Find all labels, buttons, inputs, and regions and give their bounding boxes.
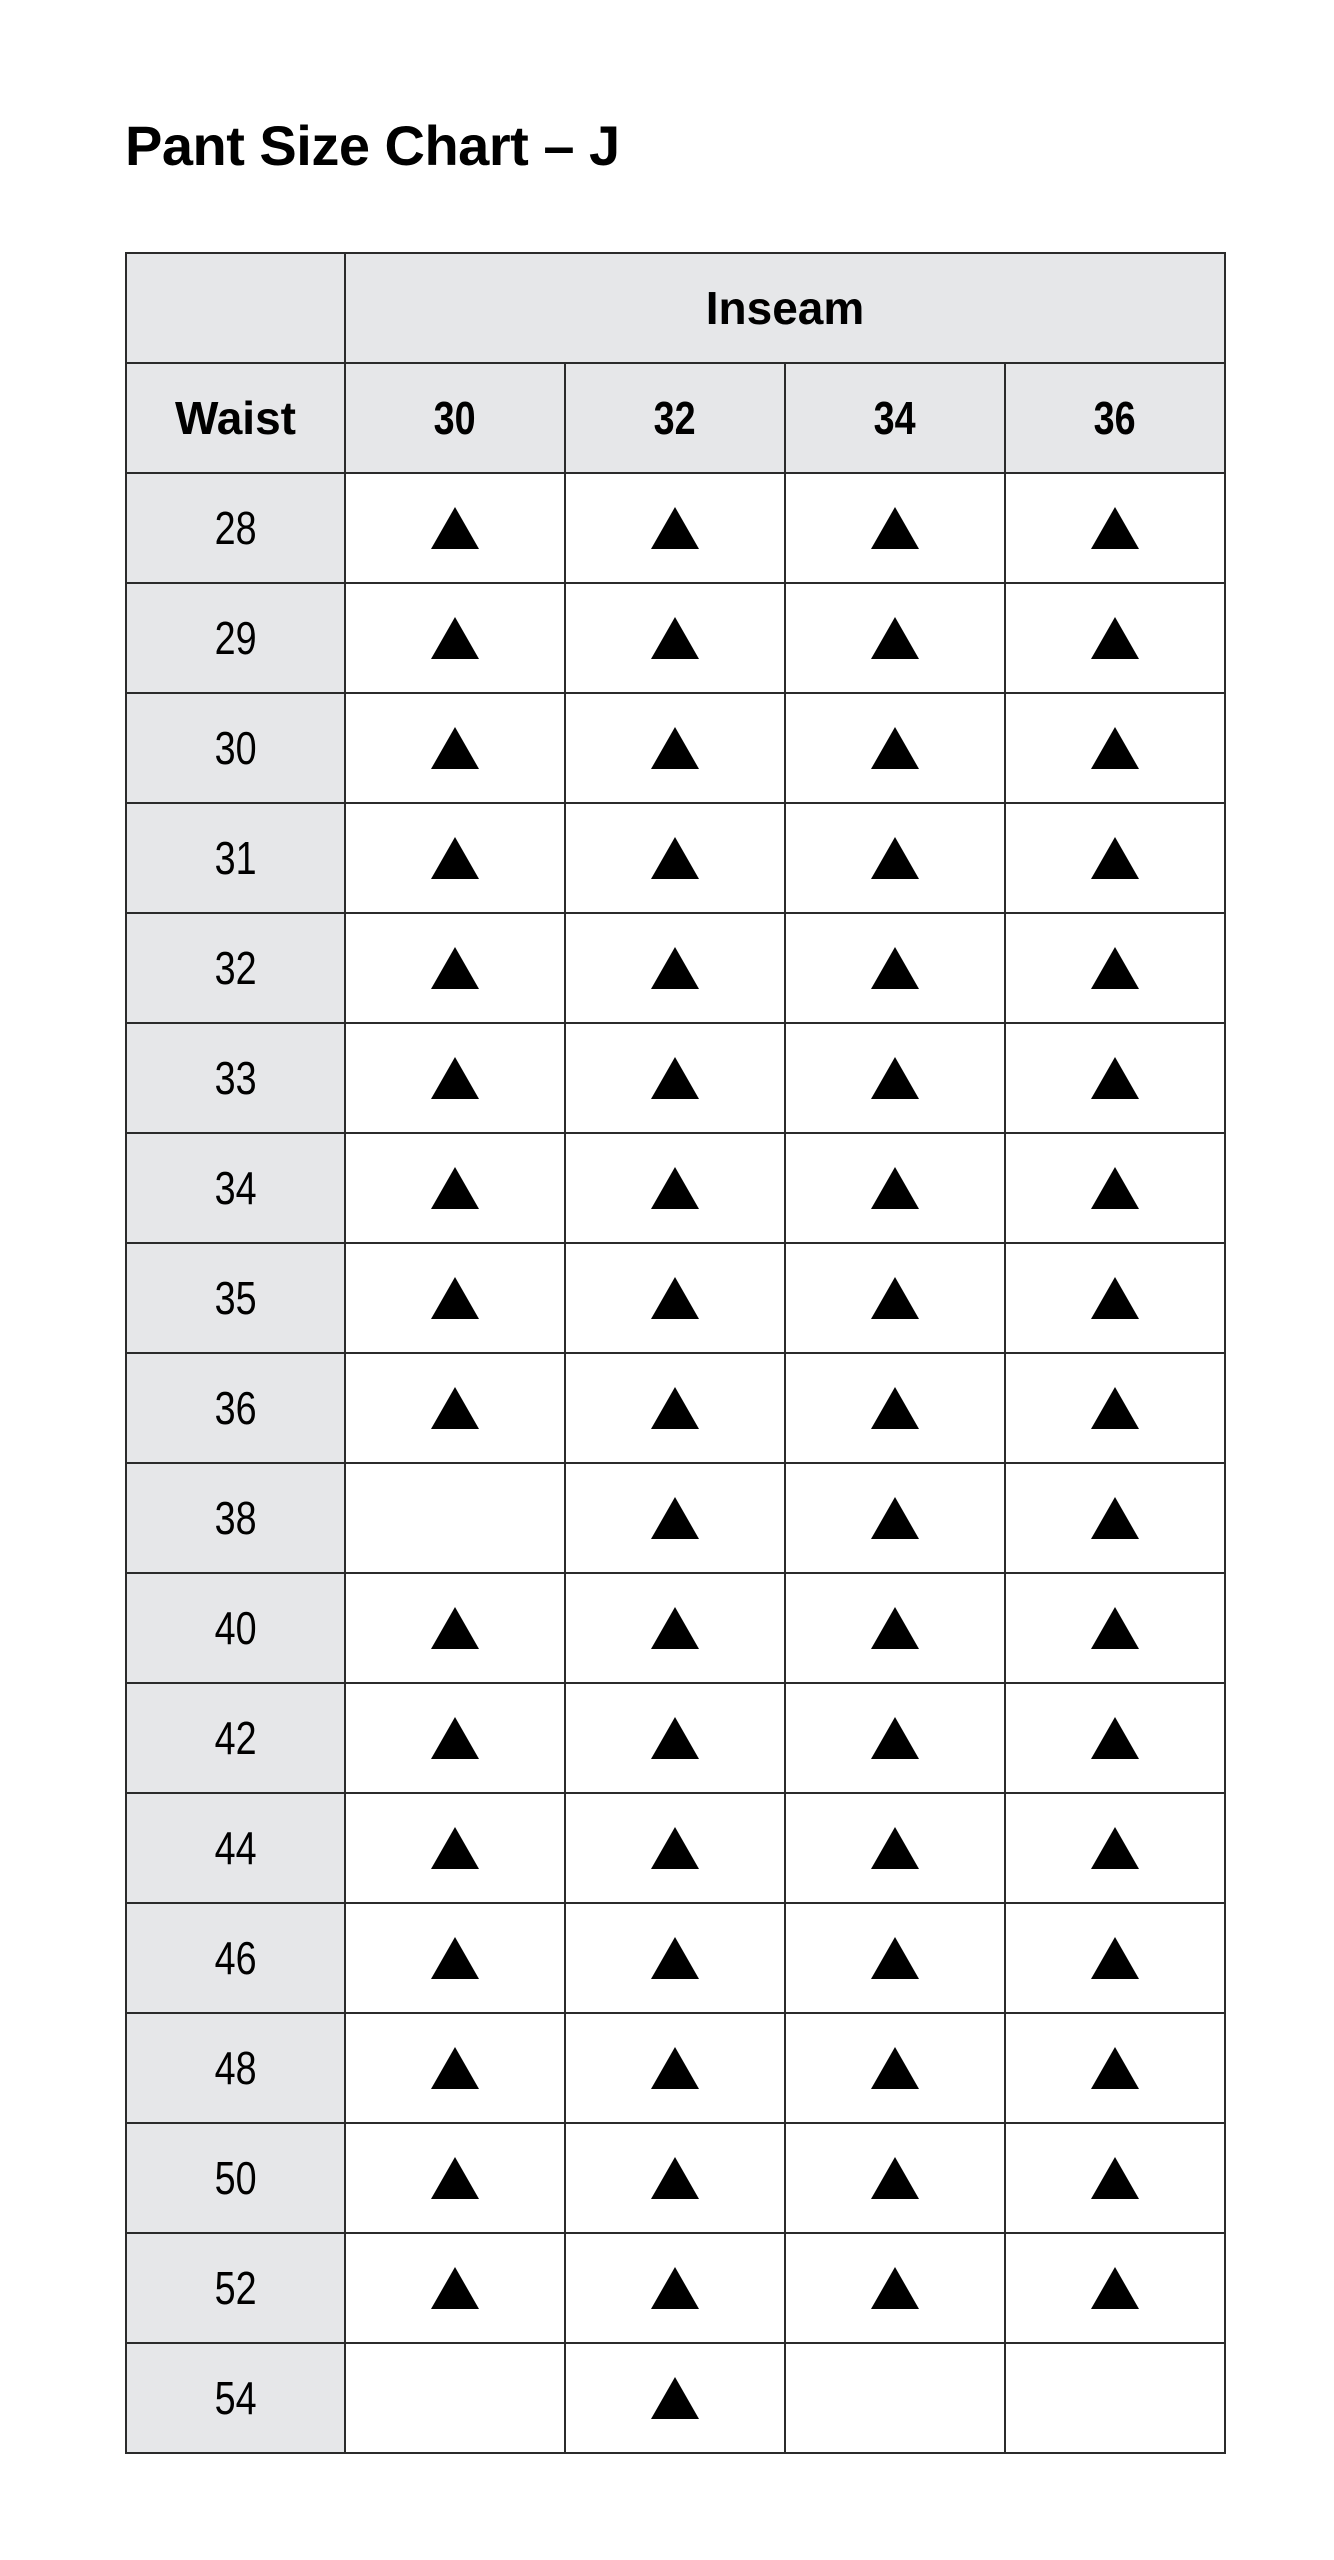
triangle-icon <box>651 507 699 549</box>
waist-value: 40 <box>214 1602 257 1654</box>
table-row <box>126 1243 1225 1353</box>
waist-cell <box>126 1353 345 1463</box>
triangle-icon <box>431 1057 479 1099</box>
availability-cell <box>1005 473 1225 583</box>
availability-cell <box>565 583 785 693</box>
triangle-icon <box>431 1277 479 1319</box>
triangle-icon <box>871 1497 919 1539</box>
table-row <box>126 1903 1225 2013</box>
triangle-icon <box>431 1717 479 1759</box>
availability-cell <box>785 1573 1005 1683</box>
triangle-icon <box>651 1827 699 1869</box>
triangle-icon <box>651 837 699 879</box>
waist-cell <box>126 1683 345 1793</box>
availability-cell <box>1005 1903 1225 2013</box>
triangle-icon <box>1091 1277 1139 1319</box>
availability-cell <box>785 1243 1005 1353</box>
triangle-icon <box>431 617 479 659</box>
availability-cell <box>345 693 565 803</box>
availability-cell <box>785 1023 1005 1133</box>
triangle-icon <box>651 1277 699 1319</box>
triangle-icon <box>431 507 479 549</box>
table-row <box>126 1353 1225 1463</box>
triangle-icon <box>431 1937 479 1979</box>
availability-cell <box>785 913 1005 1023</box>
triangle-icon <box>871 617 919 659</box>
triangle-icon <box>871 1827 919 1869</box>
availability-cell <box>785 1903 1005 2013</box>
waist-cell <box>126 1903 345 2013</box>
inseam-column-header <box>785 363 1005 473</box>
waist-cell <box>126 2233 345 2343</box>
waist-cell <box>126 2123 345 2233</box>
table-row <box>126 913 1225 1023</box>
waist-cell <box>126 693 345 803</box>
triangle-icon <box>651 617 699 659</box>
triangle-icon <box>871 727 919 769</box>
triangle-icon <box>1091 1057 1139 1099</box>
waist-value: 50 <box>214 2152 257 2204</box>
inseam-column-header <box>345 363 565 473</box>
availability-cell <box>1005 1573 1225 1683</box>
triangle-icon <box>651 1387 699 1429</box>
availability-cell <box>565 1133 785 1243</box>
availability-cell <box>1005 1133 1225 1243</box>
size-chart-table <box>125 252 1226 2454</box>
availability-cell <box>1005 1463 1225 1573</box>
triangle-icon <box>431 1607 479 1649</box>
table-row <box>126 473 1225 583</box>
availability-cell <box>1005 913 1225 1023</box>
availability-cell <box>345 1353 565 1463</box>
triangle-icon <box>1091 1937 1139 1979</box>
triangle-icon <box>431 1167 479 1209</box>
triangle-icon <box>1091 617 1139 659</box>
triangle-icon <box>1091 1607 1139 1649</box>
table-row <box>126 1793 1225 1903</box>
availability-cell <box>345 2233 565 2343</box>
availability-cell <box>1005 583 1225 693</box>
availability-cell <box>565 1793 785 1903</box>
availability-cell <box>1005 2013 1225 2123</box>
availability-cell <box>345 1793 565 1903</box>
availability-cell <box>345 2013 565 2123</box>
waist-cell <box>126 1573 345 1683</box>
availability-cell <box>565 2233 785 2343</box>
availability-cell <box>1005 803 1225 913</box>
availability-cell <box>345 1463 565 1573</box>
inseam-header: Inseam <box>345 253 1225 363</box>
availability-cell <box>1005 2233 1225 2343</box>
triangle-icon <box>431 1827 479 1869</box>
triangle-icon <box>651 2267 699 2309</box>
table-row <box>126 1023 1225 1133</box>
availability-cell <box>345 1903 565 2013</box>
waist-value: 42 <box>214 1712 257 1764</box>
triangle-icon <box>871 1937 919 1979</box>
waist-value: 54 <box>214 2372 257 2424</box>
triangle-icon <box>871 507 919 549</box>
triangle-icon <box>871 837 919 879</box>
waist-value: 44 <box>214 1822 257 1874</box>
triangle-icon <box>431 2157 479 2199</box>
triangle-icon <box>871 1057 919 1099</box>
availability-cell <box>785 693 1005 803</box>
availability-cell <box>1005 1793 1225 1903</box>
triangle-icon <box>651 947 699 989</box>
availability-cell <box>1005 1353 1225 1463</box>
triangle-icon <box>1091 1497 1139 1539</box>
triangle-icon <box>431 947 479 989</box>
waist-cell <box>126 803 345 913</box>
availability-cell <box>565 1463 785 1573</box>
availability-cell <box>345 1243 565 1353</box>
table-row <box>126 2013 1225 2123</box>
triangle-icon <box>871 1387 919 1429</box>
availability-cell <box>785 2013 1005 2123</box>
waist-cell <box>126 1793 345 1903</box>
availability-cell <box>1005 1683 1225 1793</box>
inseam-header-row <box>126 253 1225 363</box>
waist-value: 28 <box>214 502 257 554</box>
availability-cell <box>1005 2343 1225 2453</box>
triangle-icon <box>431 837 479 879</box>
availability-cell <box>785 803 1005 913</box>
availability-cell <box>785 2343 1005 2453</box>
availability-cell <box>345 2343 565 2453</box>
waist-value: 46 <box>214 1932 257 1984</box>
triangle-icon <box>431 2047 479 2089</box>
triangle-icon <box>651 1717 699 1759</box>
triangle-icon <box>1091 1387 1139 1429</box>
triangle-icon <box>1091 947 1139 989</box>
table-row <box>126 2123 1225 2233</box>
triangle-icon <box>1091 2047 1139 2089</box>
waist-cell <box>126 2343 345 2453</box>
availability-cell <box>565 1353 785 1463</box>
table-row <box>126 1573 1225 1683</box>
table-row <box>126 693 1225 803</box>
triangle-icon <box>651 2157 699 2199</box>
triangle-icon <box>871 1277 919 1319</box>
triangle-icon <box>1091 837 1139 879</box>
inseam-value: 34 <box>874 392 916 444</box>
triangle-icon <box>1091 1167 1139 1209</box>
inseam-column-header <box>1005 363 1225 473</box>
availability-cell <box>785 1683 1005 1793</box>
waist-cell <box>126 473 345 583</box>
triangle-icon <box>1091 1827 1139 1869</box>
triangle-icon <box>1091 727 1139 769</box>
inseam-value: 36 <box>1094 392 1136 444</box>
triangle-icon <box>651 2047 699 2089</box>
waist-value: 38 <box>214 1492 257 1544</box>
triangle-icon <box>651 2377 699 2419</box>
availability-cell <box>565 1243 785 1353</box>
waist-cell <box>126 583 345 693</box>
triangle-icon <box>871 1167 919 1209</box>
inseam-value: 30 <box>434 392 476 444</box>
triangle-icon <box>871 2047 919 2089</box>
availability-cell <box>565 1683 785 1793</box>
availability-cell <box>345 1023 565 1133</box>
waist-cell <box>126 1243 345 1353</box>
availability-cell <box>345 1683 565 1793</box>
availability-cell <box>565 2343 785 2453</box>
waist-value: 32 <box>214 942 257 994</box>
table-row <box>126 803 1225 913</box>
availability-cell <box>1005 693 1225 803</box>
availability-cell <box>345 913 565 1023</box>
availability-cell <box>785 2233 1005 2343</box>
waist-value: 29 <box>214 612 257 664</box>
triangle-icon <box>431 1387 479 1429</box>
availability-cell <box>345 2123 565 2233</box>
availability-cell <box>565 693 785 803</box>
availability-cell <box>1005 1023 1225 1133</box>
triangle-icon <box>871 2157 919 2199</box>
triangle-icon <box>651 1937 699 1979</box>
waist-value: 36 <box>214 1382 257 1434</box>
triangle-icon <box>1091 2267 1139 2309</box>
waist-value: 33 <box>214 1052 257 1104</box>
availability-cell <box>565 1903 785 2013</box>
waist-cell <box>126 1023 345 1133</box>
size-rows <box>126 473 1225 2453</box>
triangle-icon <box>651 1167 699 1209</box>
availability-cell <box>565 2123 785 2233</box>
availability-cell <box>345 1573 565 1683</box>
availability-cell <box>785 2123 1005 2233</box>
availability-cell <box>785 1353 1005 1463</box>
table-row <box>126 2343 1225 2453</box>
availability-cell <box>785 1133 1005 1243</box>
table-row <box>126 1683 1225 1793</box>
availability-cell <box>565 2013 785 2123</box>
triangle-icon <box>871 2267 919 2309</box>
inseam-value: 32 <box>654 392 696 444</box>
availability-cell <box>565 1023 785 1133</box>
availability-cell <box>565 913 785 1023</box>
availability-cell <box>785 583 1005 693</box>
table-row <box>126 1133 1225 1243</box>
triangle-icon <box>1091 507 1139 549</box>
table-row <box>126 1463 1225 1573</box>
triangle-icon <box>1091 2157 1139 2199</box>
waist-cell <box>126 1463 345 1573</box>
inseam-column-header <box>565 363 785 473</box>
column-header-row <box>126 363 1225 473</box>
triangle-icon <box>651 1057 699 1099</box>
waist-header: Waist <box>126 363 345 473</box>
availability-cell <box>345 473 565 583</box>
availability-cell <box>345 583 565 693</box>
triangle-icon <box>431 2267 479 2309</box>
waist-value: 34 <box>214 1162 257 1214</box>
corner-cell <box>126 253 345 363</box>
availability-cell <box>565 473 785 583</box>
availability-cell <box>345 803 565 913</box>
waist-cell <box>126 913 345 1023</box>
triangle-icon <box>871 947 919 989</box>
waist-cell <box>126 1133 345 1243</box>
waist-value: 35 <box>214 1272 257 1324</box>
availability-cell <box>785 1463 1005 1573</box>
waist-value: 31 <box>214 832 257 884</box>
triangle-icon <box>871 1607 919 1649</box>
availability-cell <box>345 1133 565 1243</box>
waist-value: 48 <box>214 2042 257 2094</box>
availability-cell <box>565 1573 785 1683</box>
triangle-icon <box>431 727 479 769</box>
triangle-icon <box>651 1497 699 1539</box>
triangle-icon <box>651 1607 699 1649</box>
availability-cell <box>1005 2123 1225 2233</box>
triangle-icon <box>1091 1717 1139 1759</box>
availability-cell <box>785 1793 1005 1903</box>
page-title: Pant Size Chart – J <box>125 114 620 177</box>
waist-cell <box>126 2013 345 2123</box>
waist-value: 52 <box>214 2262 257 2314</box>
table-row <box>126 583 1225 693</box>
availability-cell <box>1005 1243 1225 1353</box>
availability-cell <box>565 803 785 913</box>
triangle-icon <box>651 727 699 769</box>
waist-value: 30 <box>214 722 257 774</box>
availability-cell <box>785 473 1005 583</box>
table-row <box>126 2233 1225 2343</box>
triangle-icon <box>871 1717 919 1759</box>
